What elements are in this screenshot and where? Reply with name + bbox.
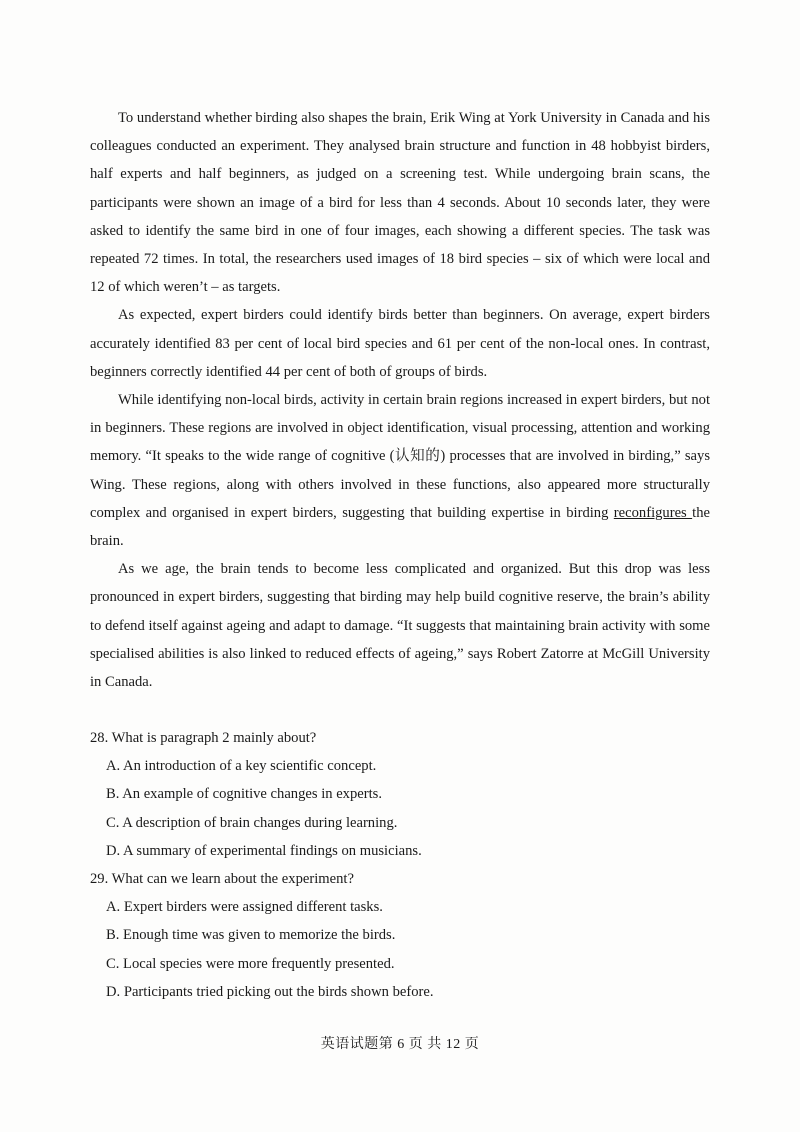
option-a: A. An introduction of a key scientific concept. [106,758,377,775]
option-d: D. A summary of experimental findings on musicians. [106,842,422,859]
question-stem: 28. What is paragraph 2 mainly about? [90,730,317,746]
question-stem: 29. What can we learn about the experiment? [90,871,354,887]
option-a: A. Expert birders were assigned different tasks. [106,899,383,916]
passage-paragraph-4: As we age, the brain tends to become less complicated and organized. But this drop was less pronounced in expert birders, suggesting that birding may help build cognitive reserve, the brain’s ability to defend itself against ageing and adapt to damage. “It suggests that maintaining brain activity with some specialised abilities is also linked to reduced effects of ageing,” says Robert Zatorre at McGill University in Canada. [90,561,710,691]
question-28 [90,724,422,865]
option-b: B. Enough time was given to memorize the birds. [106,927,396,944]
option-d: D. Participants tried picking out the birds shown before. [106,983,434,1000]
question-29 [90,865,433,1006]
paragraph-3-end: the brain. [90,504,710,550]
page-footer: 英语试题第 6 页 共 12 页 [320,1037,480,1052]
option-b: B. An example of cognitive changes in experts. [106,786,382,803]
passage-paragraph-1: To understand whether birding also shapes the brain, Erik Wing at York University in Canada and his colleagues conducted an experiment. They analysed brain structure and function in 48 hobbyist birders, half experts and half beginners, as judged on a screening test. While undergoing brain scans, the participants were shown an image of a bird for less than 4 seconds. About 10 seconds later, they were asked to identify the same bird in one of four images, each showing a different species. The task was repeated 72 times. In total, the researchers used images of 18 bird species – six of which were local and 12 of which weren’t – as targets. [90,110,710,296]
paragraph-3-text: While identifying non-local birds, activity in certain brain regions increased in expert birders, but not in beginners. These regions are involved in object identification, visual processing, attention and working memory. “It speaks to the wide range of cognitive (认知的) processes that are involved in birding,” says Wing. These regions, along with others involved in these functions, also appeared more structurally complex and organised in expert birders, suggesting that building expertise in birding [90,392,710,521]
passage-paragraph-3 [90,386,710,555]
underlined-word: reconfigures [613,504,693,521]
option-c: C. A description of brain changes during learning. [106,814,398,831]
passage-paragraph-2: As expected, expert birders could identify birds better than beginners. On average, expert birders accurately identified 83 per cent of local bird species and 61 per cent of the non-local ones. In contrast, beginners correctly identified 44 per cent of both of groups of birds. [90,307,710,380]
reading-passage [90,104,710,696]
option-c: C. Local species were more frequently presented. [106,955,395,972]
